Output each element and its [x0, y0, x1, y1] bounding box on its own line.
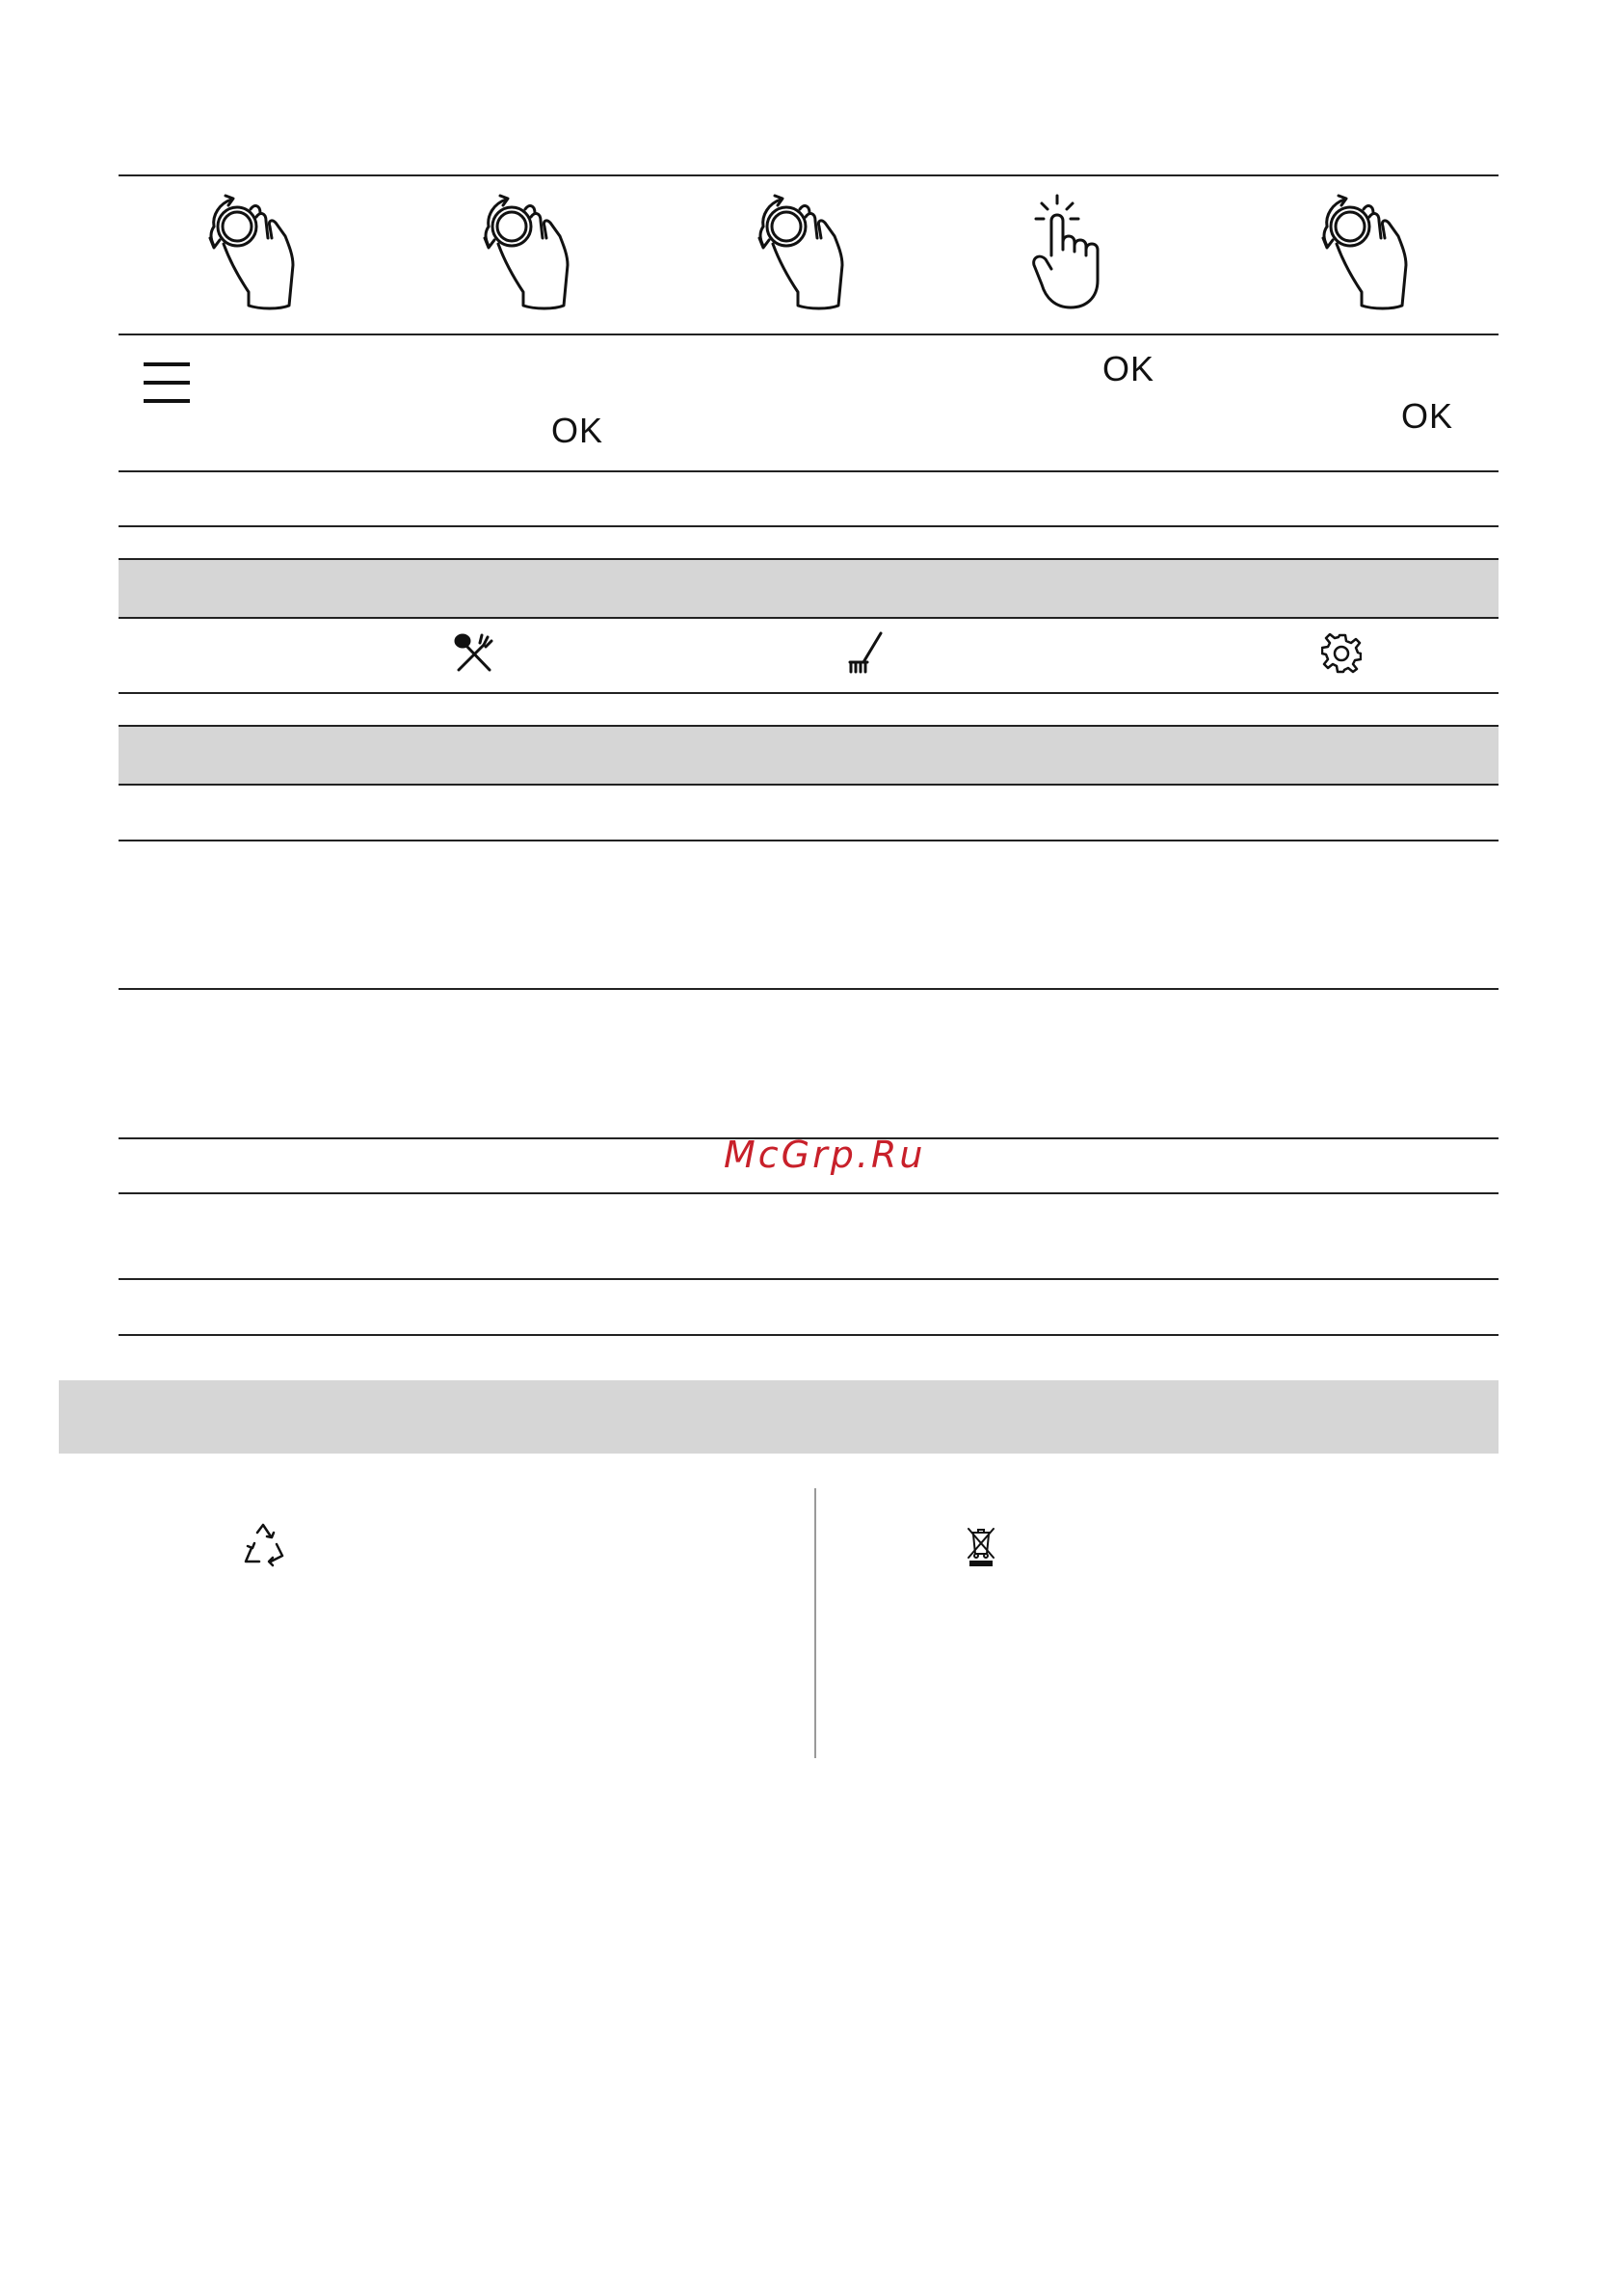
rotate-knob-icon	[742, 188, 858, 313]
crossed-out-bin-icon	[967, 1525, 995, 1567]
table-rule	[119, 525, 1499, 527]
table-rule-bottom	[119, 1334, 1499, 1336]
ok-label: OK	[1102, 349, 1155, 388]
recycling-icon	[242, 1523, 284, 1567]
press-knob-icon	[1026, 188, 1132, 313]
rotate-knob-icon	[193, 188, 308, 313]
watermark: McGrp.Ru	[724, 1134, 926, 1176]
table-rule-top	[119, 174, 1499, 176]
table-rule	[119, 840, 1499, 841]
table-rule	[119, 617, 1499, 619]
table-rule	[119, 470, 1499, 472]
table-rule	[119, 334, 1499, 335]
section-band	[119, 559, 1499, 617]
cleaning-brush-icon	[846, 631, 885, 674]
table-rule	[119, 988, 1499, 990]
ok-label: OK	[1401, 396, 1454, 436]
table-rule	[119, 558, 1499, 560]
section-band	[119, 726, 1499, 784]
table-rule	[119, 1278, 1499, 1280]
table-rule	[119, 784, 1499, 786]
rotate-knob-icon	[467, 188, 583, 313]
hamburger-menu-icon	[144, 362, 190, 405]
table-rule	[119, 1192, 1499, 1194]
rotate-knob-icon	[1306, 188, 1421, 313]
environment-header-band	[59, 1380, 1499, 1454]
table-rule	[119, 725, 1499, 727]
column-divider	[814, 1488, 816, 1758]
settings-gear-icon	[1321, 633, 1362, 674]
table-rule	[119, 692, 1499, 694]
ok-label: OK	[551, 411, 604, 450]
cutlery-icon	[453, 633, 495, 672]
